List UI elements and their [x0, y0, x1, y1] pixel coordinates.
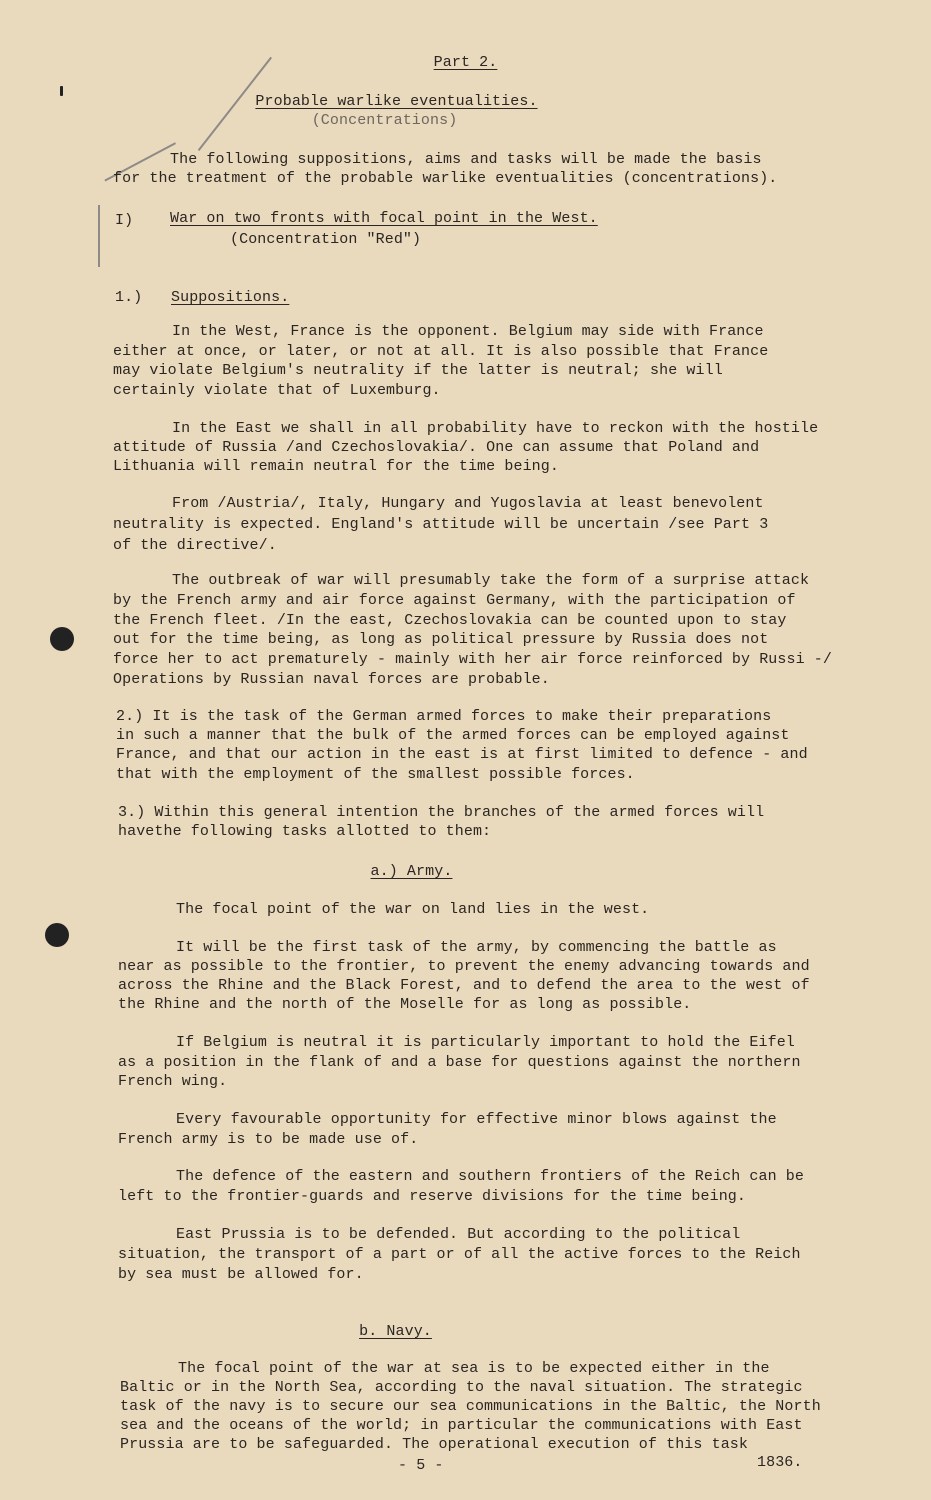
army-heading: a.) Army. — [370, 863, 453, 880]
paragraph-line: Baltic or in the North Sea, according to the naval situation. The strategic — [120, 1379, 803, 1396]
paragraph-line: may violate Belgium's neutrality if the latter is neutral; she will — [113, 362, 723, 379]
paragraph-line: In the West, France is the opponent. Belgium may side with France — [172, 323, 764, 340]
paragraph-line: The focal point of the war at sea is to be expected either in the — [178, 1360, 770, 1377]
paragraph-line: Lithuania will remain neutral for the time being. — [113, 458, 559, 475]
paragraph-line: neutrality is expected. England's attitude will be uncertain /see Part 3 — [113, 516, 769, 533]
paragraph-line: of the directive/. — [113, 537, 277, 554]
paragraph-line: The focal point of the war on land lies in the west. — [176, 901, 650, 918]
paragraph-line: as a position in the flank of and a base for questions against the northern — [118, 1054, 801, 1071]
paragraph-line: Prussia are to be safeguarded. The operational execution of this task — [120, 1436, 749, 1453]
margin-pencil-line — [98, 205, 100, 267]
paragraph-line: certainly violate that of Luxemburg. — [113, 382, 441, 399]
paragraph-line: near as possible to the frontier, to prevent the enemy advancing towards and — [118, 958, 810, 975]
section-heading: War on two fronts with focal point in the West. — [170, 210, 598, 227]
paragraph-line: If Belgium is neutral it is particularly important to hold the Eifel — [176, 1034, 795, 1051]
paragraph-line: The defence of the eastern and southern frontiers of the Reich can be — [176, 1168, 805, 1185]
navy-heading: b. Navy. — [359, 1323, 432, 1340]
page-number: - 5 - — [398, 1457, 444, 1474]
paragraph-line: In the East we shall in all probability have to reckon with the hostile — [172, 420, 819, 437]
punch-hole — [50, 627, 74, 651]
paragraph-line: force her to act prematurely - mainly with her air force reinforced by Russi -/ — [113, 651, 833, 668]
paragraph-line: situation, the transport of a part or of all the active forces to the Reich — [118, 1246, 801, 1263]
section-subheading: (Concentration "Red") — [230, 231, 422, 248]
paragraph-line: either at once, or later, or not at all. It is also possible that France — [113, 343, 769, 360]
intro-line: for the treatment of the probable warlike eventualities (concentrations). — [113, 170, 778, 187]
paragraph-line: From /Austria/, Italy, Hungary and Yugoslavia at least benevolent — [172, 495, 764, 512]
paragraph-line: out for the time being, as long as political pressure by Russia does not — [113, 631, 769, 648]
paragraph-line: sea and the oceans of the world; in particular the communications with East — [120, 1417, 803, 1434]
paragraph-line: by the French army and air force against Germany, with the participation of — [113, 592, 796, 609]
paragraph-line: left to the frontier-guards and reserve divisions for the time being. — [118, 1188, 747, 1205]
paragraph-line: 2.) It is the task of the German armed forces to make their preparations — [116, 708, 772, 725]
paragraph-line: East Prussia is to be defended. But according to the political — [176, 1226, 741, 1243]
section-number: I) — [115, 212, 134, 229]
paragraph-line: the Rhine and the north of the Moselle for as long as possible. — [118, 996, 692, 1013]
paragraph-line: 3.) Within this general intention the branches of the armed forces will — [118, 804, 765, 821]
document-number: 1836. — [757, 1454, 803, 1471]
paragraph-line: French wing. — [118, 1073, 228, 1090]
paragraph-line: in such a manner that the bulk of the armed forces can be employed against — [116, 727, 790, 744]
paragraph-line: It will be the first task of the army, by commencing the battle as — [176, 939, 777, 956]
paragraph-line: The outbreak of war will presumably take the form of a surprise attack — [172, 572, 810, 589]
part-heading: Part 2. — [433, 54, 498, 71]
paragraph-line: French army is to be made use of. — [118, 1131, 419, 1148]
point-heading: Suppositions. — [171, 289, 290, 306]
paragraph-line: across the Rhine and the Black Forest, and to defend the area to the west of — [118, 977, 810, 994]
point-number: 1.) — [115, 289, 143, 306]
section-subtitle: (Concentrations) — [311, 112, 458, 129]
paragraph-line: that with the employment of the smallest possible forces. — [116, 766, 635, 783]
intro-line: The following suppositions, aims and tasks will be made the basis — [170, 151, 762, 168]
paragraph-line: France, and that our action in the east is at first limited to defence - and — [116, 746, 808, 763]
section-title: Probable warlike eventualities. — [255, 93, 538, 110]
paragraph-line: Every favourable opportunity for effective minor blows against the — [176, 1111, 777, 1128]
paragraph-line: the French fleet. /In the east, Czechoslovakia can be counted upon to stay — [113, 612, 787, 629]
paragraph-line: havethe following tasks allotted to them: — [118, 823, 492, 840]
paragraph-line: by sea must be allowed for. — [118, 1266, 364, 1283]
punch-hole — [45, 923, 69, 947]
paragraph-line: task of the navy is to secure our sea communications in the Baltic, the North — [120, 1398, 821, 1415]
paragraph-line: Operations by Russian naval forces are probable. — [113, 671, 550, 688]
paragraph-line: attitude of Russia /and Czechoslovakia/. One can assume that Poland and — [113, 439, 760, 456]
